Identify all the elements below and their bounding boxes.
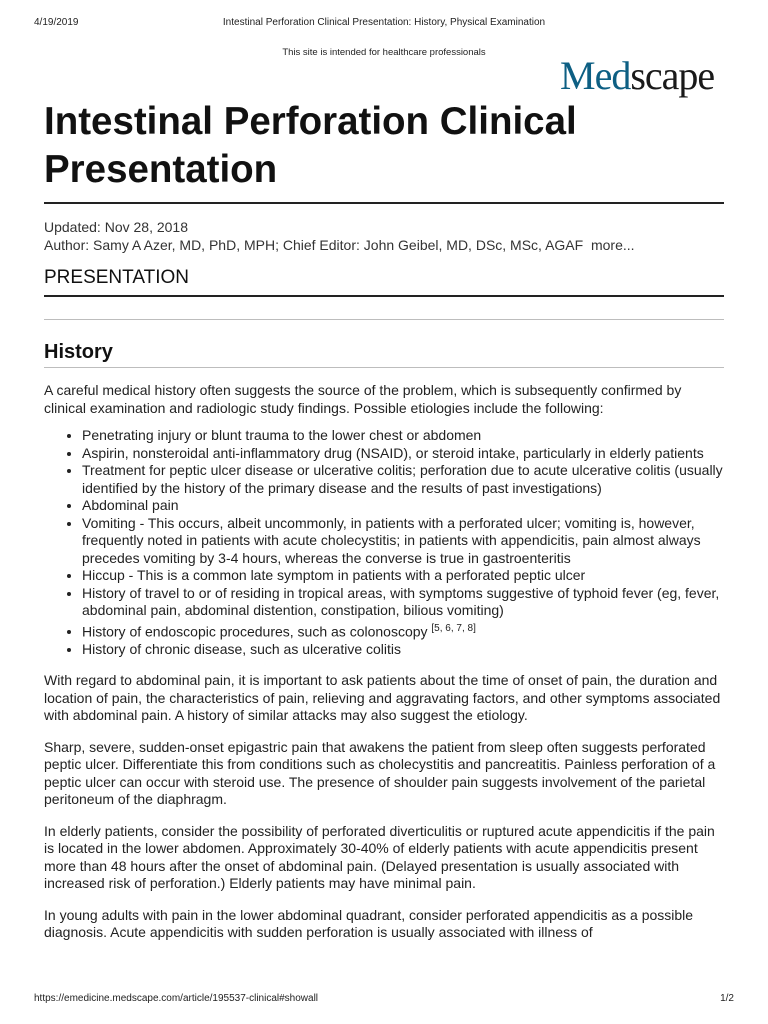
etiology-list [44,427,724,658]
paragraph: Sharp, severe, sudden-onset epigastric pain that awakens the patient from sleep often suggests perforated peptic ulcer. Differentiate this from conditions such as cholecystitis and pancreatitis. Painless perforation of a peptic ulcer can occur with steroid use. The presence of shoulder pain suggests involvement of the parietal peritoneum of the diaphragm. [44,738,716,808]
paragraph: In elderly patients, consider the possibility of perforated diverticulitis or ruptured acute appendicitis if the pain is located in the lower abdomen. Approximately 30-40% of elderly patients with acute appendicitis present more than 48 hours after the onset of abdominal pain. (Delayed presentation is usually associated with increased risk of perforation.) Elderly patients may have minimal pain. [44,822,715,892]
article [44,98,724,942]
page-title: Intestinal Perforation Clinical Presentation [44,100,577,191]
list-item: • Vomiting - This occurs, albeit uncommonly, in patients with a perforated ulcer; vomiting is, however, frequently noted in patients with acute cholecystitis; in patients with appendicitis, pain almost always precedes vomiting by 3-4 hours, whereas the converse is true in gastroenteritis [82,515,724,568]
section-label-presentation: PRESENTATION [44,266,724,297]
list-item-text: History of endoscopic procedures, such as colonoscopy [82,623,428,640]
author-text: Author: Samy A Azer, MD, PhD, MPH; Chief Editor: John Geibel, MD, DSc, MSc, AGAF [44,237,584,253]
logo-part-b: scape [630,53,715,98]
print-doc-title: Intestinal Perforation Clinical Presentation: History, Physical Examination [222,17,546,28]
history-heading: History [44,340,724,368]
article-meta [44,218,724,254]
list-item: • Penetrating injury or blunt trauma to the lower chest or abdomen [82,427,724,445]
paragraph: In young adults with pain in the lower abdominal quadrant, consider perforated appendicitis as a possible diagnosis. Acute appendicitis with sudden perforation is usually associated with illness of [44,906,694,941]
title-divider [44,202,724,204]
list-item: • History of chronic disease, such as ulcerative colitis [82,641,724,659]
list-item: • Abdominal pain [82,497,724,515]
print-footer [34,993,734,1007]
list-item: • Aspirin, nonsteroidal anti-inflammatory drug (NSAID), or steroid intake, particularly in elderly patients [82,445,724,463]
medscape-logo[interactable] [560,53,715,98]
list-item: • History of travel to or of residing in tropical areas, with symptoms suggestive of typhoid fever (eg, fever, abdominal pain, abdominal distention, constipation, bilious vomiting) [82,585,724,620]
author-line [44,236,724,254]
page-number: 1/2 [720,993,734,1004]
print-date: 4/19/2019 [34,17,79,28]
paragraph: With regard to abdominal pain, it is important to ask patients about the time of onset of pain, the duration and location of pain, the characteristics of pain, relieving and aggravating factors, and other symptoms associated with abdominal pain. A history of similar attacks may also suggest the etiology. [44,672,721,724]
list-item: • Hiccup - This is a common late symptom in patients with a perforated peptic ulcer [82,567,724,585]
intro-paragraph: A careful medical history often suggests the source of the problem, which is subsequently confirmed by clinical examination and radiologic study findings. Possible etiologies include the following: [44,382,682,416]
updated-date: Updated: Nov 28, 2018 [44,219,188,235]
list-item: • Treatment for peptic ulcer disease or ulcerative colitis; perforation due to acute ulcerative colitis (usually identified by the history of the primary disease and the results of past investigations) [82,462,724,497]
section-divider [44,319,724,320]
citation-link[interactable]: [5, 6, 7, 8] [431,622,476,634]
page-url: https://emedicine.medscape.com/article/195537-clinical#showall [34,993,319,1004]
professional-notice: This site is intended for healthcare professionals [282,47,486,58]
list-item [82,620,724,641]
logo-part-a: Med [560,53,631,98]
more-authors-link[interactable]: more... [590,237,635,253]
print-header [34,17,734,31]
